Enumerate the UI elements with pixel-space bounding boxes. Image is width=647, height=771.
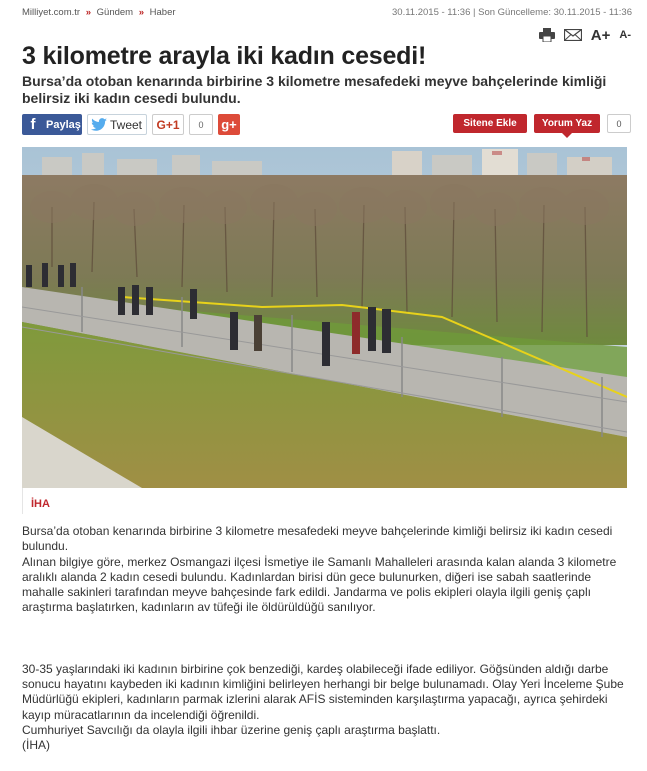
article-actions: [453, 114, 631, 136]
credit-divider: [22, 488, 23, 514]
gplus-one-button[interactable]: G+1: [152, 114, 184, 135]
breadcrumb-separator: »: [85, 7, 91, 18]
mail-icon[interactable]: [564, 27, 582, 43]
article-dates: [392, 7, 632, 18]
twitter-share-label: Tweet: [110, 117, 143, 132]
paragraph-spacer: [22, 616, 632, 662]
updated-label: Son Güncelleme:: [478, 7, 551, 18]
updated-date: 30.11.2015 - 11:36: [553, 7, 632, 18]
article-paragraph: Bursa’da otoban kenarında birbirine 3 kilometre mesafedeki meyve bahçelerinde kimliği belirsiz iki kadın cesedi bulundu.: [22, 524, 613, 554]
article-paragraph: Cumhuriyet Savcılığı da olayla ilgili ihbar üzerine geniş çaplı araştırma başlattı.: [22, 722, 441, 737]
facebook-icon: f: [30, 116, 36, 133]
gplus-count: 0: [189, 114, 213, 135]
image-credit: İHA: [31, 498, 50, 510]
facebook-share-label: Paylaş: [46, 118, 81, 131]
article-title: 3 kilometre arayla iki kadın cesedi!: [22, 42, 427, 70]
printer-icon[interactable]: [539, 27, 555, 43]
social-share-bar: [22, 114, 240, 136]
font-decrease-button[interactable]: A-: [619, 29, 631, 41]
article-source: (İHA): [22, 738, 50, 753]
comment-count: 0: [607, 114, 631, 133]
breadcrumb-page[interactable]: Haber: [149, 7, 176, 18]
write-comment-button[interactable]: Yorum Yaz: [534, 114, 600, 133]
article-photo: [22, 147, 627, 488]
breadcrumb: [22, 7, 176, 18]
top-meta-bar: [22, 7, 632, 21]
breadcrumb-section[interactable]: Gündem: [96, 7, 134, 18]
twitter-bird-icon: [91, 118, 107, 132]
font-increase-button[interactable]: A+: [590, 26, 611, 44]
published-date: 30.11.2015 - 11:36: [392, 7, 471, 18]
article-body: [22, 524, 632, 754]
article-paragraph: 30-35 yaşlarındaki iki kadının birbirine çok benzediği, kardeş olabileceği ifade ediliyor. Göğsünden aldığı darbe sonucu hayatını kaybeden iki kadının kimliğini belirleyen herhangi bir belge bulunamadı. Olay Yeri İnceleme Şube Müdürlüğü ekipleri, kadınların parmak izlerini alarak AFİS sisteminden karşılaştırma yapacağı, ayrıca şehirdeki kayıp müracatlarının da incelendiği öğrenildi.: [22, 661, 624, 722]
date-divider: |: [473, 7, 476, 18]
article-paragraph: Alınan bilgiye göre, merkez Osmangazi ilçesi İsmetiye ile Samanlı Mahalleleri arasında kalan alanda 3 kilometre aralıklı alanda 2 kadın cesedi bulundu. Kadınlardan birisi dün gece bulunurken, diğeri ise sabah saatlerinde mahalle sakinleri tarafından meyve bahçesinde fark edildi. Jandarma ve polis ekipleri olayla ilgili geniş çaplı araştırma başlatırken, kadınların av tüfeği ile öldürüldüğü sanılıyor.: [22, 554, 617, 615]
twitter-share-button[interactable]: [87, 114, 147, 135]
article-summary: Bursa’da otoban kenarında birbirine 3 kilometre mesafedeki meyve bahçelerinde kimliği belirsiz iki kadın cesedi bulundu.: [22, 73, 607, 106]
breadcrumb-separator: »: [138, 7, 145, 18]
add-to-site-button[interactable]: Sitene Ekle: [453, 114, 527, 133]
breadcrumb-site[interactable]: Milliyet.com.tr: [22, 7, 81, 18]
gplus-share-button[interactable]: g+: [218, 114, 240, 135]
facebook-share-button[interactable]: [22, 114, 82, 135]
